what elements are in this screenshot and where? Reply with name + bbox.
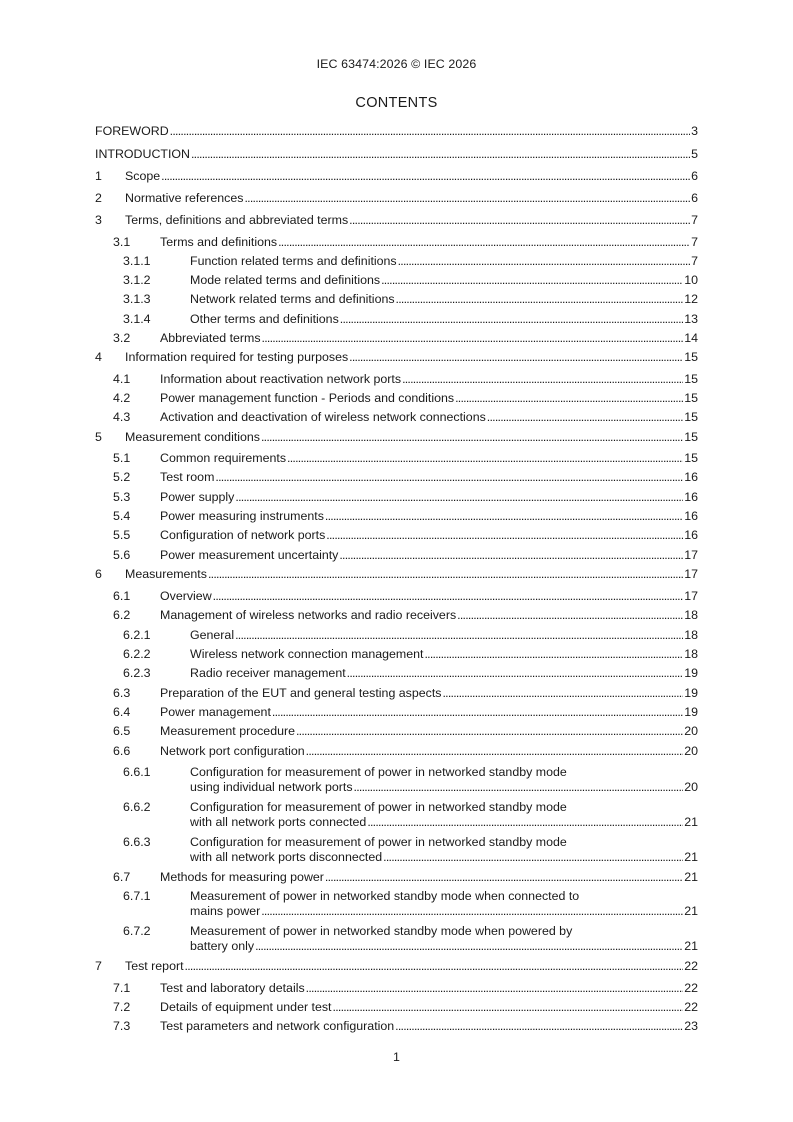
dot-leader [457,608,683,623]
toc-entry-page: 16 [684,509,698,523]
toc-entry[interactable] [95,509,698,524]
toc-entry-title: Measurements [125,567,207,581]
toc-entry[interactable] [95,124,698,139]
toc-entry-number: 5.3 [113,490,131,504]
toc-entry-number: 5.5 [113,528,131,542]
toc-entry-number: 6.5 [113,724,131,738]
dot-leader [170,124,690,139]
toc-entry-title: Test report [125,959,184,973]
toc-entry-number: 5.2 [113,470,131,484]
dot-leader [213,589,684,604]
dot-leader [398,254,690,269]
contents-title: CONTENTS [355,95,438,111]
toc-entry-page: 18 [684,608,698,622]
dot-leader [272,705,683,720]
toc-entry[interactable] [95,235,698,250]
dot-leader [349,350,683,365]
toc-entry-page: 19 [684,666,698,680]
toc-entry-number: 3.2 [113,331,131,345]
toc-entry-number: 3.1.2 [123,273,151,287]
toc-entry[interactable] [95,169,698,184]
dot-leader [287,451,683,466]
toc-entry[interactable] [95,430,698,445]
toc-entry[interactable] [95,686,698,701]
toc-entry-title: Details of equipment under test [160,1000,332,1014]
toc-entry-title: Scope [125,169,161,183]
toc-entry-page: 16 [684,470,698,484]
toc-entry[interactable] [95,567,698,582]
toc-entry-number: 4.1 [113,372,131,386]
toc-entry-page: 17 [684,548,698,562]
dot-leader [306,744,684,759]
toc-entry-number: 6.6.2 [123,800,151,814]
toc-entry-page: 21 [684,939,698,953]
toc-entry[interactable] [95,589,698,604]
toc-entry-title: Measurement of power in networked standby mode when connected to [190,889,580,903]
toc-entry[interactable] [95,765,698,795]
toc-entry-title: Configuration for measurement of power in networked standby mode [190,835,567,849]
toc-entry-title: Measurement procedure [160,724,295,738]
toc-entry-number: 3.1 [113,235,131,249]
toc-entry[interactable] [95,924,698,954]
dot-leader [333,1000,684,1015]
toc-entry[interactable] [95,628,698,643]
dot-leader [306,981,684,996]
toc-entry-number: 7 [95,959,102,973]
toc-entry[interactable] [95,470,698,485]
toc-entry[interactable] [95,608,698,623]
toc-entry-number: 3 [95,213,102,227]
toc-entry-page: 21 [684,904,698,918]
toc-entry-number: 7.3 [113,1019,131,1033]
toc-entry-title: Function related terms and definitions [190,254,397,268]
toc-entry-page: 18 [684,628,698,642]
toc-entry-number: 6.3 [113,686,131,700]
toc-entry-title: Mode related terms and definitions [190,273,381,287]
toc-entry-page: 7 [691,213,698,227]
toc-entry[interactable] [95,273,698,288]
toc-entry-number: 6 [95,567,102,581]
dot-leader [325,870,683,885]
toc-entry[interactable] [95,254,698,269]
toc-entry-title: Configuration of network ports [160,528,326,542]
dot-leader [443,686,684,701]
toc-entry-title: Measurement conditions [125,430,260,444]
toc-entry-number: 6.2 [113,608,131,622]
toc-entry-title: Overview [160,589,212,603]
toc-entry-title: Configuration for measurement of power in networked standby mode [190,765,567,779]
toc-entry-page: 22 [684,981,698,995]
toc-entry-number: 6.7.1 [123,889,151,903]
toc-entry[interactable] [95,835,698,865]
toc-entry-number: 6.7.2 [123,924,151,938]
toc-entry-page: 6 [691,169,698,183]
toc-entry-number: 5 [95,430,102,444]
toc-entry-page: 15 [684,350,698,364]
toc-entry[interactable] [95,331,698,346]
dot-leader [487,410,683,425]
toc-entry-page: 13 [684,312,698,326]
dot-leader [278,235,690,250]
toc-entry-title-continued: using individual network ports [190,780,353,794]
toc-entry[interactable] [95,800,698,830]
toc-entry-page: 15 [684,410,698,424]
toc-entry[interactable] [95,647,698,662]
dot-leader [383,850,683,865]
toc-entry-page: 10 [684,273,698,287]
toc-entry-title: Measurement of power in networked standby mode when powered by [190,924,573,938]
dot-leader [296,724,683,739]
dot-leader [215,470,683,485]
toc-entry-page: 22 [684,1000,698,1014]
toc-entry-number: 6.1 [113,589,131,603]
toc-entry-number: 5.6 [113,548,131,562]
toc-entry-title: Network port configuration [160,744,305,758]
toc-entry[interactable] [95,666,698,681]
toc-entry-title-continued: with all network ports connected [190,815,367,829]
dot-leader [161,169,690,184]
toc-entry-number: 6.2.1 [123,628,151,642]
toc-entry-title-continued: mains power [190,904,261,918]
toc-entry-title: Common requirements [160,451,287,465]
toc-entry-title: General [190,628,235,642]
toc-entry-page: 5 [691,147,698,161]
toc-entry-title: Normative references [125,191,244,205]
toc-entry-page: 14 [684,331,698,345]
toc-entry-page: 20 [684,780,698,794]
dot-leader [455,391,683,406]
toc-entry[interactable] [95,490,698,505]
toc-entry-title: Test parameters and network configuration [160,1019,395,1033]
toc-entry-title: INTRODUCTION [95,147,190,161]
toc-entry-number: 1 [95,169,102,183]
toc-entry-number: 7.1 [113,981,131,995]
dot-leader [347,666,684,681]
toc-entry[interactable] [95,705,698,720]
toc-entry-number: 4 [95,350,102,364]
toc-entry-page: 15 [684,430,698,444]
toc-entry-number: 6.7 [113,870,131,884]
toc-entry-page: 19 [684,686,698,700]
toc-entry-title: Terms and definitions [160,235,278,249]
document-header: IEC 63474:2026 © IEC 2026 [316,57,477,71]
toc-entry-page: 21 [684,850,698,864]
toc-entry-title: FOREWORD [95,124,169,138]
toc-entry-number: 5.4 [113,509,131,523]
toc-entry[interactable] [95,870,698,885]
dot-leader [244,191,690,206]
toc-entry-number: 4.2 [113,391,131,405]
dot-leader [424,647,683,662]
toc-entry-page: 23 [684,1019,698,1033]
toc-entry-page: 20 [684,744,698,758]
dot-leader [349,213,690,228]
toc-entry-page: 12 [684,292,698,306]
toc-entry[interactable] [95,959,698,974]
dot-leader [262,331,684,346]
toc-entry-page: 17 [684,589,698,603]
toc-entry-page: 15 [684,372,698,386]
toc-entry-page: 15 [684,451,698,465]
toc-entry-title: Radio receiver management [190,666,346,680]
toc-entry-title: Other terms and definitions [190,312,339,326]
toc-entry-number: 6.6.1 [123,765,151,779]
toc-entry-title: Methods for measuring power [160,870,324,884]
dot-leader [381,273,683,288]
toc-entry-page: 16 [684,490,698,504]
dot-leader [261,430,683,445]
dot-leader [208,567,683,582]
toc-entry-title: Configuration for measurement of power in networked standby mode [190,800,567,814]
toc-entry-page: 21 [684,815,698,829]
dot-leader [261,904,683,919]
toc-entry[interactable] [95,191,698,206]
dot-leader [185,959,684,974]
toc-entry[interactable] [95,889,698,919]
toc-entry-number: 3.1.1 [123,254,151,268]
toc-entry-page: 7 [691,254,698,268]
toc-entry[interactable] [95,312,698,327]
dot-leader [191,147,690,162]
toc-entry[interactable] [95,451,698,466]
toc-entry-page: 7 [691,235,698,249]
toc-entry-number: 2 [95,191,102,205]
toc-entry-title: Terms, definitions and abbreviated terms [125,213,349,227]
toc-entry-title: Information about reactivation network ports [160,372,402,386]
toc-entry[interactable] [95,981,698,996]
toc-entry-title: Power supply [160,490,235,504]
page-number: 1 [393,1050,400,1064]
toc-entry-page: 6 [691,191,698,205]
toc-entry-title: Power measuring instruments [160,509,324,523]
toc-entry-page: 17 [684,567,698,581]
toc-entry-number: 3.1.4 [123,312,151,326]
toc-entry[interactable] [95,213,698,228]
toc-entry-page: 19 [684,705,698,719]
toc-entry[interactable] [95,350,698,365]
dot-leader [367,815,683,830]
toc-entry-number: 4.3 [113,410,131,424]
toc-entry-title: Activation and deactivation of wireless network connections [160,410,486,424]
toc-entry[interactable] [95,391,698,406]
toc-entry[interactable] [95,1019,698,1034]
toc-entry-number: 6.6.3 [123,835,151,849]
toc-entry[interactable] [95,372,698,387]
toc-entry-number: 6.2.3 [123,666,151,680]
toc-entry-title: Network related terms and definitions [190,292,395,306]
toc-entry[interactable] [95,724,698,739]
toc-entry-page: 21 [684,870,698,884]
toc-entry[interactable] [95,528,698,543]
dot-leader [339,548,683,563]
toc-entry-title: Power measurement uncertainty [160,548,339,562]
dot-leader [235,628,683,643]
dot-leader [326,528,683,543]
toc-entry-title: Management of wireless networks and radio receivers [160,608,457,622]
dot-leader [255,939,683,954]
toc-entry-page: 22 [684,959,698,973]
toc-entry-page: 15 [684,391,698,405]
toc-entry-title: Information required for testing purposes [125,350,349,364]
toc-entry-title: Power management [160,705,271,719]
toc-entry[interactable] [95,147,698,162]
dot-leader [235,490,683,505]
dot-leader [325,509,683,524]
toc-entry-title: Preparation of the EUT and general testing aspects [160,686,442,700]
toc-entry-number: 6.4 [113,705,131,719]
toc-entry-number: 5.1 [113,451,131,465]
toc-entry-number: 3.1.3 [123,292,151,306]
toc-entry-title: Abbreviated terms [160,331,261,345]
toc-entry[interactable] [95,548,698,563]
toc-entry-number: 6.2.2 [123,647,151,661]
toc-entry-number: 6.6 [113,744,131,758]
dot-leader [354,780,684,795]
toc-entry-number: 7.2 [113,1000,131,1014]
toc-entry-page: 16 [684,528,698,542]
toc-entry-title: Wireless network connection management [190,647,424,661]
dot-leader [395,1019,683,1034]
toc-entry-title: Test and laboratory details [160,981,305,995]
toc-entry-page: 3 [691,124,698,138]
toc-entry-title: Power management function - Periods and conditions [160,391,455,405]
toc-entry[interactable] [95,744,698,759]
toc-entry[interactable] [95,1000,698,1015]
dot-leader [340,312,683,327]
toc-entry-title-continued: with all network ports disconnected [190,850,383,864]
toc-entry-title: Test room [160,470,215,484]
toc-entry[interactable] [95,292,698,307]
dot-leader [396,292,684,307]
toc-entry-title-continued: battery only [190,939,255,953]
toc-entry-page: 18 [684,647,698,661]
toc-entry-page: 20 [684,724,698,738]
dot-leader [402,372,683,387]
toc-entry[interactable] [95,410,698,425]
